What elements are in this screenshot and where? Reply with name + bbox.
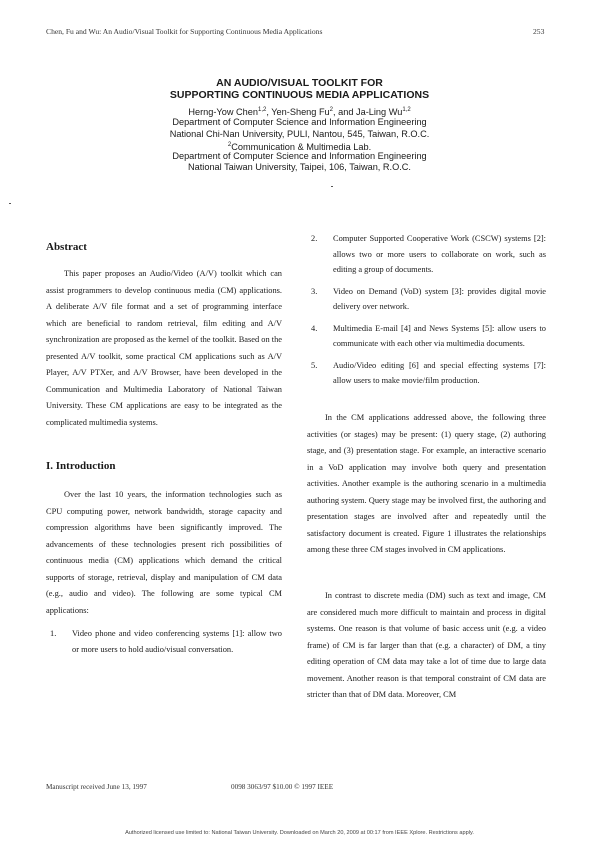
list-item: 4. Multimedia E-mail [4] and News Systems [5]: allow users to communicate with each other via multimedia documents. [311, 323, 546, 348]
affiliation-line-1: Department of Computer Science and Information Engineering [172, 117, 427, 127]
paper-title-line-2: SUPPORTING CONTINUOUS MEDIA APPLICATIONS [169, 89, 430, 101]
copyright-notice: 0098 3063/97 $10.00 © 1997 IEEE [231, 783, 334, 791]
body-paragraph-stages: In the CM applications addressed above, the following three activities (or stages) may be present: (1) query stage, (2) authoring stage, and (3) presentation stage. For example, an interactive scenario in a VoD application may involve both query and presentation activities. Another example is the authoring scenario in a multimedia authoring system. Query stage may be involved first, the authoring and presentation stages are involved after and repeatedly until the satisfactory document is created. Figure 1 illustrates the relationships among these three CM stages involved in CM applications. [307, 413, 546, 554]
introduction-heading: I. Introduction [46, 460, 116, 472]
affiliation-line-3: $^2$Communication & Multimedia Lab. [227, 142, 372, 153]
abstract-body: This paper proposes an Audio/Video (A/V) toolkit which can assist programmers to develop continuous media (CM) applications. A deliberate A/V file format and a set of programming interface which are beneficial to random retrieval, film editing and A/V synchronization are proposed as the kernel of the toolkit. Based on the presented A/V toolkit, some practical CM applications such as A/V Player, A/V PTXer, and A/V Browser, have been developed in the Communication and Multimedia Laboratory of National Taiwan University. These CM applications are easy to be integrated as the complicated multimedia systems. [46, 269, 282, 427]
manuscript-received: Manuscript received June 13, 1997 [46, 783, 147, 791]
stray-mark [9, 203, 11, 204]
body-paragraph-cm-vs-dm: In contrast to discrete media (DM) such as text and image, CM are considered much more difficult to maintain and process in digital systems. One reason is that volume of basic access unit (e.g. a video frame) of CM is far larger than that (e.g. a character) of DM, a tiny editing operation of CM data may take a lot of time due to large data movement. Another reason is that temporal constraint of CM data are stricter than that of DM data. Moreover, CM [307, 591, 546, 699]
application-list-right [307, 231, 546, 395]
authors-text: Herng-Yow Chen$^{1,2}$, Yen-Sheng Fu$^2$, and Ja-Ling Wu$^{1,2}$ [188, 107, 411, 118]
authorized-use-notice: Authorized licensed use limited to: National Taiwan University. Downloaded on March 20, 2009 at 00:17 from IEEE Xplore. Restrictions apply. [125, 830, 474, 836]
application-list-left [46, 626, 282, 657]
introduction-body: Over the last 10 years, the information technologies such as CPU computing power, network bandwidth, storage capacity and compression algorithms have been significantly improved. The advancements of these technologies present rich possibilities of continuous media (CM) applications which demand the critical supports of storage, retrieval, display and manipulation of CM data (e.g., audio and video). The following are some typical CM applications: [46, 490, 282, 615]
list-item: 5. Audio/Video editing [6] and special effecting systems [7]: allow users to make movie/film production. [311, 360, 546, 385]
running-header: Chen, Fu and Wu: An Audio/Visual Toolkit for Supporting Continuous Media Applications [46, 27, 323, 36]
list-item: 1. Video phone and video conferencing systems [1]: allow two or more users to hold audio/visual conversation. [50, 629, 282, 654]
page-number: 253 [533, 27, 545, 36]
stray-mark [331, 186, 333, 187]
affiliation-line-2: National Chi-Nan University, PULI, Nantou, 545, Taiwan, R.O.C. [169, 129, 430, 139]
affiliation-line-5: National Taiwan University, Taipei, 106, Taiwan, R.O.C. [188, 162, 411, 172]
paper-title-line-1: AN AUDIO/VISUAL TOOLKIT FOR [216, 77, 383, 89]
abstract-heading: Abstract [46, 241, 87, 253]
affiliation-line-4: Department of Computer Science and Information Engineering [172, 151, 427, 161]
list-item: 2. Computer Supported Cooperative Work (CSCW) systems [2]: allows two or more users to collaborate on work, such as editing a group of documents. [311, 234, 546, 274]
list-item: 3. Video on Demand (VoD) system [3]: provides digital movie delivery over network. [311, 286, 546, 311]
